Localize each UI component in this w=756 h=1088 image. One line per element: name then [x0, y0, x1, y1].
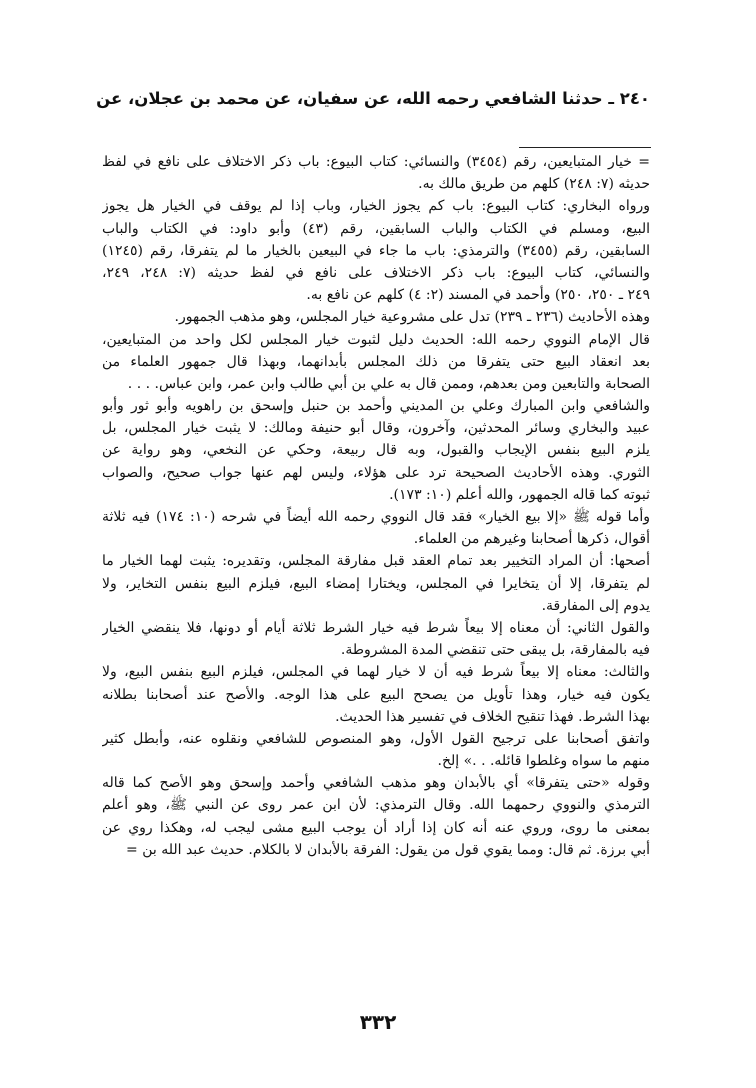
footnote-line: أبي برزة. ثم قال: ومما يقوي قول من يقول: الفرقة بالأبدان لا بالكلام. حديث عبد الله بن =	[126, 841, 650, 858]
footnote-line: لم يتفرقا، إلا أن يتخايرا في المجلس، ويختارا إمضاء البيع، فيلزم البيع بنفس التخاير، ولا	[102, 575, 650, 592]
footnote-line: أقوال، ذكرها أصحابنا وغيرهم من العلماء.	[413, 531, 650, 548]
footnote-line: وهذه الأحاديث (٢٣٦ ـ ٢٣٩) تدل على مشروعية خيار المجلس، وهو مذهب الجمهور.	[174, 309, 650, 326]
footnote-line: عبيد والبخاري وسائر المحدثين، وآخرون، وقال أبو حنيفة ومالك: لا يثبت خيار المجلس، بل	[102, 420, 650, 437]
footnote-line: ثبوته كما قاله الجمهور، والله أعلم (١٠: ١٧٣).	[389, 486, 650, 503]
footnote-line: يلزم البيع بنفس الإيجاب والقبول، وبه قال ربيعة، وحكي عن النخعي، وهو رواية عن	[102, 442, 650, 459]
footnote-line: قال الإمام النووي رحمه الله: الحديث دليل لثبوت خيار المجلس لكل واحد من المتبايعين،	[102, 331, 650, 348]
footnote-line: = خيار المتبايعين، رقم (٣٤٥٤) والنسائي: كتاب البيوع: باب ذكر الاختلاف على نافع في لفظ	[102, 154, 650, 170]
page-number: ٣٣٢	[359, 1010, 397, 1034]
footnote-line: أصحها: أن المراد التخيير بعد تمام العقد قبل مفارقة المجلس، وتقديره: يثبت لهما الخيار ما	[102, 553, 650, 570]
footnote-line: الترمذي والنووي رحمهما الله. وقال الترمذي: لأن ابن عمر روى عن النبي ﷺ، وهو أعلم	[102, 797, 650, 814]
footnote-line: وأما قوله ﷺ «إلا بيع الخيار» فقد قال النووي رحمه الله أيضاً في شرحه (١٠: ١٧٤) فيه ثلاثة	[102, 509, 650, 525]
footnote-line: واتفق أصحابنا على ترجيح القول الأول، وهو المنصوص للشافعي ونقلوه عنه، وأبطل كثير	[102, 730, 650, 747]
footnote-separator	[519, 147, 651, 148]
footnote-line: والثالث: معناه إلا بيعاً شرط فيه أن لا خيار لهما في المجلس، فيلزم البيع بنفس البيع، ولا	[102, 664, 650, 681]
footnote-line: بعد انعقاد البيع حتى يتفرقا من ذلك المجلس بأبدانهما، وبهذا قال جمهور العلماء من	[102, 353, 650, 370]
footnote-line: ٢٤٩ ـ ٢٥٠، ٢٥٠) وأحمد في المسند (٢: ٤) كلهم عن نافع به.	[306, 287, 650, 304]
footnote-line: ورواه البخاري: كتاب البيوع: باب كم يجوز الخيار، وباب إذا لم يوقف في الخيار هل يجوز	[102, 198, 650, 215]
footnote-line: الثوري. وهذه الأحاديث الصحيحة ترد على هؤلاء، وليس لهم عنها جواب صحيح، والصواب	[102, 464, 650, 481]
footnote-line: حديثه (٧: ٢٤٨) كلهم من طريق مالك به.	[418, 176, 650, 193]
footnote-line: يكون فيه خيار، وهذا تأويل من يصحح البيع على هذا الوجه. والأصح عند أصحابنا بطلانه	[102, 686, 650, 703]
footnote-line: يدوم إلى المفارقة.	[541, 597, 650, 614]
footnote-line: والنسائي، كتاب البيوع: باب ذكر الاختلاف على نافع في لفظ حديثه (٧: ٢٤٨، ٢٤٩،	[102, 264, 650, 281]
footnote-block	[102, 151, 650, 861]
footnote-line: بهذا الشرط. فهذا تنقيح الخلاف في تفسير هذا الحديث.	[335, 708, 650, 725]
footnote-line: الصحابة والتابعين ومن بعدهم، وممن قال به علي بن أبي طالب وابن عمر، وابن عباس. . . .	[127, 375, 650, 392]
main-text-line: ٢٤٠ ـ حدثنا الشافعي رحمه الله، عن سفيان، عن محمد بن عجلان، عن	[96, 89, 650, 108]
footnote-line: والشافعي وابن المبارك وعلي بن المديني وأحمد بن حنبل وإسحق بن راهويه وأبو ثور وأبو	[102, 398, 650, 415]
footnote-line: البيع، ومسلم في الكتاب والباب السابقين، رقم (٤٣) وأبو داود: في الكتاب والباب	[102, 220, 650, 237]
footnote-line: منهم ما سواه وغلطوا قائله. . .» إلخ.	[437, 753, 650, 770]
footnote-line: والقول الثاني: أن معناه إلا بيعاً شرط فيه خيار الشرط ثلاثة أيام أو دونها، فلا ينقضي الخيار	[102, 619, 650, 636]
footnote-line: فيه بالمفارقة، بل يبقى حتى تنقضي المدة المشروطة.	[340, 642, 650, 659]
footnote-line: وقوله «حتى يتفرقا» أي بالأبدان وهو مذهب الشافعي وأحمد وإسحق وهو الأصح كما قاله	[102, 775, 650, 792]
footnote-line: بمعنى ما روى، وروي عنه أنه كان إذا أراد أن يوجب البيع مشى ليجب له، وهكذا روي عن	[102, 819, 650, 836]
footnote-line: السابقين، رقم (٣٤٥٥) والترمذي: باب ما جاء في البيعين بالخيار ما لم يتفرقا، رقم (١٢٤٥)	[102, 242, 650, 259]
